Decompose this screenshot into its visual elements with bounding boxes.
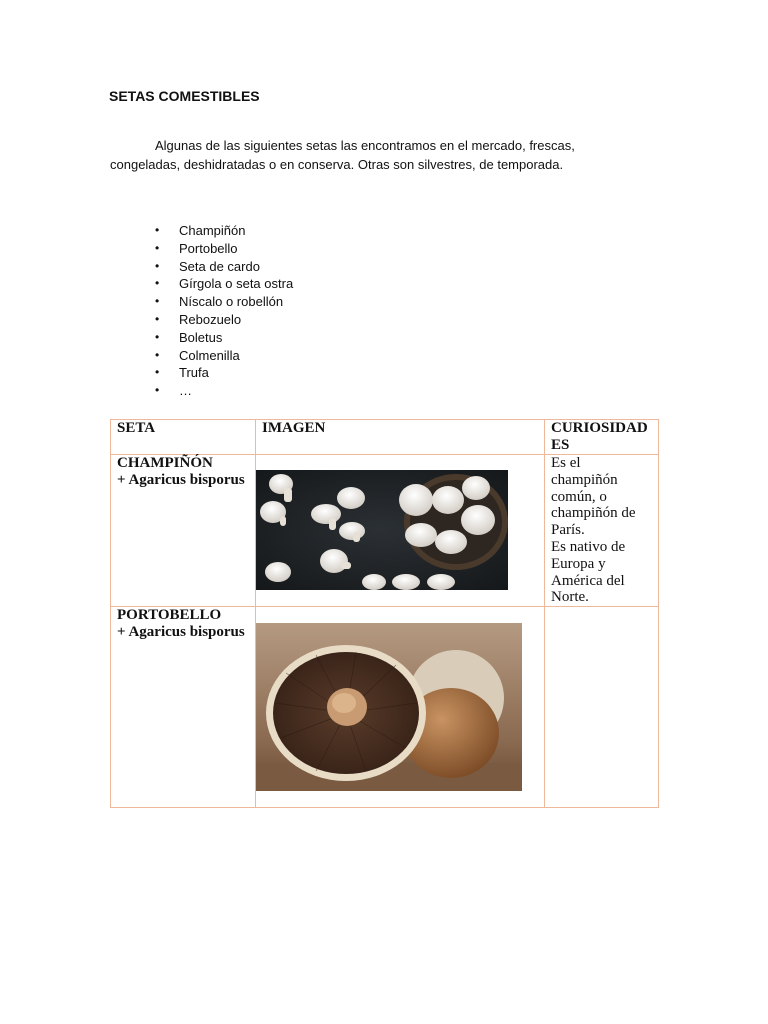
list-item-label: Níscalo o robellón xyxy=(179,294,284,310)
list-item xyxy=(155,329,293,347)
curiosity-cell xyxy=(545,607,659,808)
bullet-icon: • xyxy=(155,240,160,255)
image-cell xyxy=(256,455,545,607)
list-item xyxy=(155,364,293,382)
curiosity-line: América del xyxy=(551,572,625,589)
bullet-icon: • xyxy=(155,258,160,273)
list-item-label: Champiñón xyxy=(179,223,246,238)
curiosity-line: común, o xyxy=(551,488,607,505)
list-item-label: Colmenilla xyxy=(179,347,240,363)
curiosity-cell xyxy=(545,455,659,607)
header-seta: SETA xyxy=(111,420,256,455)
curiosity-line: París. xyxy=(551,522,585,539)
list-item-label: … xyxy=(179,383,192,399)
list-item-label: Boletus xyxy=(179,329,223,345)
list-item-label: Gírgola o seta ostra xyxy=(179,276,294,292)
curiosity-line: Es nativo de xyxy=(551,538,626,555)
champinon-photo xyxy=(256,470,508,590)
list-item xyxy=(155,293,293,311)
mushroom-list xyxy=(155,222,293,400)
portobello-photo xyxy=(256,623,522,791)
table-header-row xyxy=(111,420,659,455)
seta-species: + Agaricus bisporus xyxy=(117,472,245,488)
list-item-label: Trufa xyxy=(179,365,209,381)
list-item-label: Portobello xyxy=(179,240,238,256)
bullet-icon: • xyxy=(155,276,160,291)
bullet-icon: • xyxy=(155,311,160,326)
page-title: SETAS COMESTIBLES xyxy=(109,88,260,104)
list-item-label: Rebozuelo xyxy=(179,311,242,327)
seta-name: PORTOBELLO xyxy=(117,607,222,624)
curiosity-line: Norte. xyxy=(551,589,589,606)
seta-name-cell xyxy=(111,607,256,808)
list-item-label: Seta de cardo xyxy=(179,258,260,274)
seta-name-cell xyxy=(111,455,256,607)
header-curiosidades: CURIOSIDAD ES xyxy=(545,420,659,455)
mushroom-table xyxy=(110,419,659,808)
curiosity-line: champiñón de xyxy=(551,505,636,522)
list-item xyxy=(155,311,293,329)
seta-name: CHAMPIÑÓN xyxy=(117,455,213,471)
table-row xyxy=(111,455,659,607)
bullet-icon: • xyxy=(155,383,160,398)
list-item xyxy=(155,382,293,400)
image-cell xyxy=(256,607,545,808)
list-item xyxy=(155,258,293,276)
bullet-icon: • xyxy=(155,329,160,344)
intro-paragraph: Algunas de las siguientes setas las encontramos en el mercado, frescas, congeladas, deshidratadas o en conserva. Otras son silvestres, de temporada. xyxy=(110,138,575,172)
bullet-icon: • xyxy=(155,223,160,237)
curiosity-line: champiñón xyxy=(551,471,618,488)
bullet-icon: • xyxy=(155,365,160,380)
seta-species: + Agaricus bisporus xyxy=(117,624,245,641)
list-item xyxy=(155,347,293,365)
curiosity-line: Europa y xyxy=(551,555,606,572)
list-item xyxy=(155,240,293,258)
table-row xyxy=(111,607,659,808)
header-imagen: IMAGEN xyxy=(256,420,545,455)
bullet-icon: • xyxy=(155,347,160,362)
curiosity-line: Es el xyxy=(551,455,581,471)
list-item xyxy=(155,222,293,240)
bullet-icon: • xyxy=(155,294,160,309)
list-item xyxy=(155,275,293,293)
